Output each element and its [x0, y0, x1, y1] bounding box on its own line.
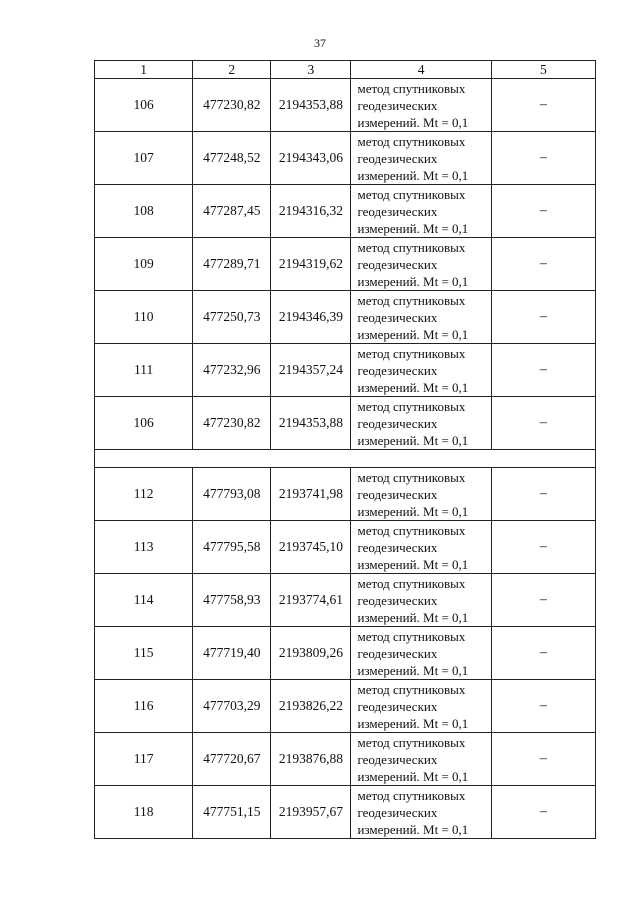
note-cell: –	[491, 468, 595, 521]
method-cell	[351, 132, 491, 185]
method-line: метод спутниковых	[357, 522, 466, 538]
point-number-cell: 106	[95, 79, 193, 132]
header-col-3: 3	[271, 61, 351, 79]
method-line: измерений. Mt = 0,1	[357, 432, 469, 448]
x-coordinate-cell: 477230,82	[193, 397, 271, 450]
point-number-cell: 114	[95, 574, 193, 627]
point-number-cell: 115	[95, 627, 193, 680]
method-line: измерений. Mt = 0,1	[357, 273, 469, 289]
method-line: геодезических	[357, 203, 438, 219]
point-number-cell: 106	[95, 397, 193, 450]
method-cell	[351, 574, 491, 627]
y-coordinate-cell: 2194346,39	[271, 291, 351, 344]
point-number-cell: 117	[95, 733, 193, 786]
method-cell	[351, 786, 491, 839]
x-coordinate-cell: 477287,45	[193, 185, 271, 238]
table-row	[95, 238, 596, 291]
table-row	[95, 132, 596, 185]
header-col-2: 2	[193, 61, 271, 79]
method-line: метод спутниковых	[357, 186, 466, 202]
note-cell: –	[491, 397, 595, 450]
table-row	[95, 786, 596, 839]
y-coordinate-cell: 2193826,22	[271, 680, 351, 733]
method-line: метод спутниковых	[357, 80, 466, 96]
header-col-5: 5	[491, 61, 595, 79]
method-line: измерений. Mt = 0,1	[357, 821, 469, 837]
method-line: метод спутниковых	[357, 345, 466, 361]
note-cell: –	[491, 291, 595, 344]
point-number-cell: 112	[95, 468, 193, 521]
table-row	[95, 185, 596, 238]
method-cell	[351, 79, 491, 132]
note-cell: –	[491, 79, 595, 132]
method-line: геодезических	[357, 698, 438, 714]
note-cell: –	[491, 680, 595, 733]
table-body	[95, 79, 596, 839]
note-cell: –	[491, 238, 595, 291]
x-coordinate-cell: 477793,08	[193, 468, 271, 521]
header-row	[95, 61, 596, 79]
x-coordinate-cell: 477248,52	[193, 132, 271, 185]
x-coordinate-cell: 477289,71	[193, 238, 271, 291]
table-row	[95, 468, 596, 521]
note-cell: –	[491, 627, 595, 680]
x-coordinate-cell: 477230,82	[193, 79, 271, 132]
table-row	[95, 627, 596, 680]
y-coordinate-cell: 2194353,88	[271, 397, 351, 450]
note-cell: –	[491, 574, 595, 627]
y-coordinate-cell: 2193876,88	[271, 733, 351, 786]
method-line: метод спутниковых	[357, 681, 466, 697]
method-line: метод спутниковых	[357, 398, 466, 414]
method-cell	[351, 468, 491, 521]
table-row	[95, 574, 596, 627]
note-cell: –	[491, 733, 595, 786]
header-col-4: 4	[351, 61, 491, 79]
point-number-cell: 111	[95, 344, 193, 397]
point-number-cell: 108	[95, 185, 193, 238]
method-cell	[351, 185, 491, 238]
note-cell: –	[491, 185, 595, 238]
method-line: геодезических	[357, 751, 438, 767]
point-number-cell: 116	[95, 680, 193, 733]
x-coordinate-cell: 477720,67	[193, 733, 271, 786]
method-line: геодезических	[357, 804, 438, 820]
method-cell	[351, 733, 491, 786]
method-line: измерений. Mt = 0,1	[357, 609, 469, 625]
table-row	[95, 521, 596, 574]
point-number-cell: 118	[95, 786, 193, 839]
method-line: метод спутниковых	[357, 734, 466, 750]
header-col-1: 1	[95, 61, 193, 79]
point-number-cell: 109	[95, 238, 193, 291]
page-number: 37	[314, 36, 326, 50]
note-cell: –	[491, 132, 595, 185]
y-coordinate-cell: 2193774,61	[271, 574, 351, 627]
x-coordinate-cell: 477232,96	[193, 344, 271, 397]
method-cell	[351, 397, 491, 450]
y-coordinate-cell: 2193809,26	[271, 627, 351, 680]
y-coordinate-cell: 2194319,62	[271, 238, 351, 291]
method-line: геодезических	[357, 362, 438, 378]
point-number-cell: 113	[95, 521, 193, 574]
method-line: метод спутниковых	[357, 787, 466, 803]
method-cell	[351, 680, 491, 733]
x-coordinate-cell: 477795,58	[193, 521, 271, 574]
separator-row	[95, 450, 596, 468]
method-line: метод спутниковых	[357, 239, 466, 255]
y-coordinate-cell: 2194316,32	[271, 185, 351, 238]
x-coordinate-cell: 477758,93	[193, 574, 271, 627]
method-line: геодезических	[357, 150, 438, 166]
method-cell	[351, 238, 491, 291]
method-line: метод спутниковых	[357, 628, 466, 644]
point-number-cell: 110	[95, 291, 193, 344]
method-line: измерений. Mt = 0,1	[357, 503, 469, 519]
y-coordinate-cell: 2193745,10	[271, 521, 351, 574]
method-line: измерений. Mt = 0,1	[357, 662, 469, 678]
method-line: измерений. Mt = 0,1	[357, 715, 469, 731]
method-line: измерений. Mt = 0,1	[357, 114, 469, 130]
method-line: геодезических	[357, 256, 438, 272]
method-line: измерений. Mt = 0,1	[357, 768, 469, 784]
method-line: метод спутниковых	[357, 469, 466, 485]
method-cell	[351, 627, 491, 680]
method-line: измерений. Mt = 0,1	[357, 379, 469, 395]
method-line: геодезических	[357, 415, 438, 431]
method-line: геодезических	[357, 645, 438, 661]
y-coordinate-cell: 2194343,06	[271, 132, 351, 185]
method-line: метод спутниковых	[357, 133, 466, 149]
separator-cell	[95, 450, 596, 468]
method-line: метод спутниковых	[357, 575, 466, 591]
note-cell: –	[491, 786, 595, 839]
method-cell	[351, 291, 491, 344]
method-line: метод спутниковых	[357, 292, 466, 308]
method-line: геодезических	[357, 486, 438, 502]
note-cell: –	[491, 521, 595, 574]
table-row	[95, 397, 596, 450]
table-row	[95, 79, 596, 132]
method-line: измерений. Mt = 0,1	[357, 167, 469, 183]
method-line: геодезических	[357, 309, 438, 325]
method-line: геодезических	[357, 539, 438, 555]
x-coordinate-cell: 477250,73	[193, 291, 271, 344]
method-line: геодезических	[357, 592, 438, 608]
x-coordinate-cell: 477703,29	[193, 680, 271, 733]
y-coordinate-cell: 2193741,98	[271, 468, 351, 521]
method-line: измерений. Mt = 0,1	[357, 220, 469, 236]
table-row	[95, 733, 596, 786]
table-row	[95, 291, 596, 344]
x-coordinate-cell: 477719,40	[193, 627, 271, 680]
note-cell: –	[491, 344, 595, 397]
method-cell	[351, 521, 491, 574]
y-coordinate-cell: 2194357,24	[271, 344, 351, 397]
method-cell	[351, 344, 491, 397]
y-coordinate-cell: 2194353,88	[271, 79, 351, 132]
y-coordinate-cell: 2193957,67	[271, 786, 351, 839]
method-line: измерений. Mt = 0,1	[357, 556, 469, 572]
x-coordinate-cell: 477751,15	[193, 786, 271, 839]
table-row	[95, 344, 596, 397]
table-row	[95, 680, 596, 733]
coordinates-table	[94, 60, 596, 839]
point-number-cell: 107	[95, 132, 193, 185]
method-line: геодезических	[357, 97, 438, 113]
method-line: измерений. Mt = 0,1	[357, 326, 469, 342]
